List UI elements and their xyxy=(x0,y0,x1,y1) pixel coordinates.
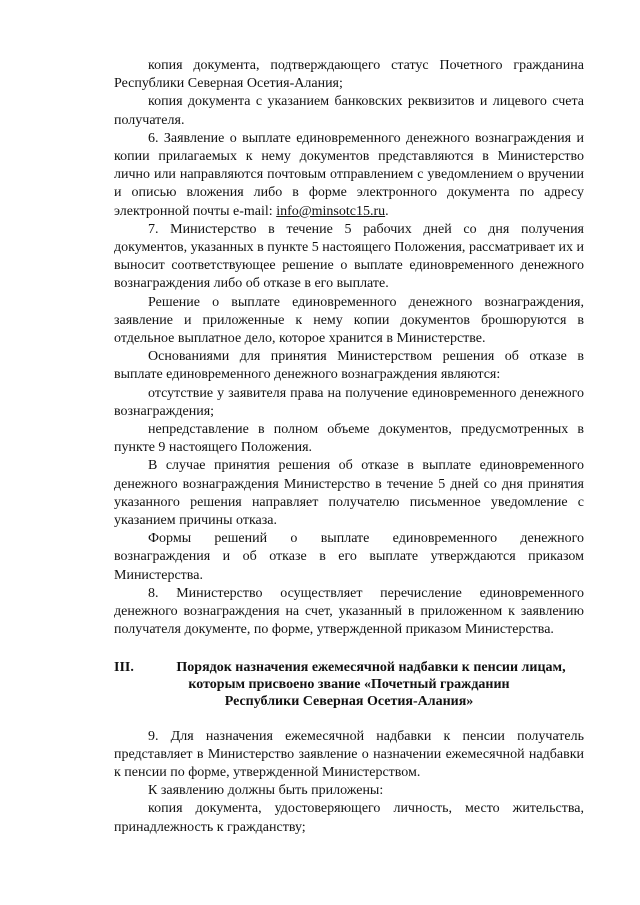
paragraph-item-9: 9. Для назначения ежемесячной надбавки к пенсии получатель представляет в Министерство заявление о назначении ежемесячной надбавки к пенсии по форме, утвержденной Министерством. xyxy=(114,728,584,780)
paragraph-identity-copy: копия документа, удостоверяющего личность, место жительства, принадлежность к гражданству; xyxy=(114,801,584,835)
paragraph-decision-file: Решение о выплате единовременного денежного вознаграждения, заявление и приложенные к нему копии документов брошюруются в отдельное выплатное дело, которое хранится в Министерстве. xyxy=(114,294,584,347)
paragraph-status-copy: копия документа, подтверждающего статус Почетного гражданина Республики Северная Осетия-Алания; xyxy=(114,58,584,92)
paragraph-item-6-text: 6. Заявление о выплате единовременного денежного вознаграждения и копии прилагаемых к нему документов представляются в Министерство лично или направляются почтовым отправлением с уведомлением о вручении и описью вложения либо в форме электронного документа по адресу электронной почты e-mail: xyxy=(114,130,584,219)
document-body xyxy=(114,57,584,837)
paragraph-refusal-grounds: Основаниями для принятия Министерством решения об отказе в выплате единовременного денежного вознаграждения являются: xyxy=(114,349,584,383)
section-heading xyxy=(114,659,584,710)
email-link[interactable]: info@minsotc15.ru xyxy=(276,203,386,219)
paragraph-forms: Формы решений о выплате единовременного денежного вознаграждения и об отказе в его выплате утверждаются приказом Министерства. xyxy=(114,531,584,583)
paragraph-item-6-end: . xyxy=(385,203,389,219)
paragraph-no-right: отсутствие у заявителя права на получение единовременного денежного вознаграждения; xyxy=(114,385,584,419)
paragraph-item-7: 7. Министерство в течение 5 рабочих дней со дня получения документов, указанных в пункте 5 настоящего Положения, рассматривает их и выносит соответствующее решение о выплате единовременного денежного вознаграждения либо об отказе в его выплате. xyxy=(114,221,584,292)
paragraph-attachments: К заявлению должны быть приложены: xyxy=(148,783,384,799)
paragraph-incomplete-docs: непредставление в полном объеме документов, предусмотренных в пункте 9 настоящего Положения. xyxy=(114,422,584,456)
section-number: III. xyxy=(114,659,134,675)
section-title-line-1: Порядок назначения ежемесячной надбавки к пенсии лицам, xyxy=(176,659,566,675)
paragraph-item-6 xyxy=(114,130,584,221)
paragraph-refusal-notice: В случае принятия решения об отказе в выплате единовременного денежного вознаграждения Министерство в течение 5 дней со дня принятия указанного решения направляет получателю письменное уведомление с указанием причины отказа. xyxy=(114,458,584,529)
section-title-line-2: которым присвоено звание «Почетный гражданин xyxy=(188,676,510,692)
paragraph-item-8: 8. Министерство осуществляет перечисление единовременного денежного вознаграждения на счет, указанный в приложенном к заявлению получателя документе, по форме, утвержденной приказом Министерства. xyxy=(114,585,584,638)
section-heading-row xyxy=(114,659,584,676)
paragraph-bank-details-copy: копия документа с указанием банковских реквизитов и лицевого счета получателя. xyxy=(114,94,584,128)
section-title-line-3: Республики Северная Осетия-Алания» xyxy=(224,693,474,709)
